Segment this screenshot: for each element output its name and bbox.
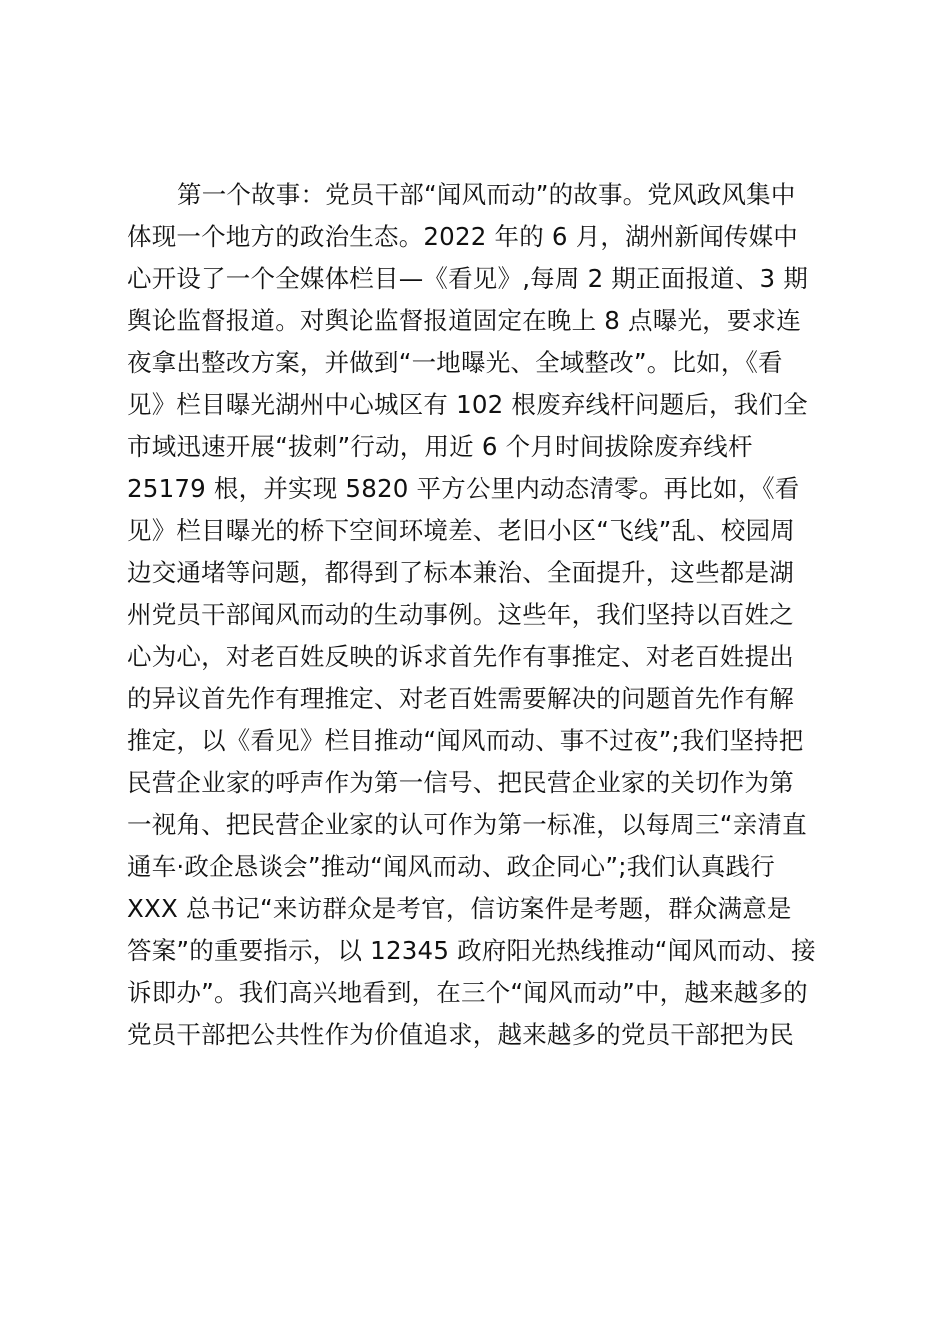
paragraph-line: 见》栏目曝光湖州中心城区有 102 根废弃线杆问题后，我们全 [127,390,808,419]
paragraph-line: 体现一个地方的政治生态。2022 年的 6 月，湖州新闻传媒中 [127,222,798,251]
paragraph-line: XXX 总书记“来访群众是考官，信访案件是考题，群众满意是 [127,894,792,923]
paragraph-line: 25179 根，并实现 5820 平方公里内动态清零。再比如，《看 [127,474,800,503]
paragraph-line: 见》栏目曝光的桥下空间环境差、老旧小区“飞线”乱、校园周 [127,516,795,545]
paragraph-line: 推定，以《看见》栏目推动“闻风而动、事不过夜”;我们坚持把 [127,726,804,755]
paragraph-line: 心为心，对老百姓反映的诉求首先作有事推定、对老百姓提出 [127,642,794,671]
paragraph-line: 边交通堵等问题，都得到了标本兼治、全面提升，这些都是湖 [127,558,794,587]
paragraph-line: 舆论监督报道。对舆论监督报道固定在晚上 8 点曝光，要求连 [127,306,801,335]
paragraph-line: 民营企业家的呼声作为第一信号、把民营企业家的关切作为第 [127,768,794,797]
paragraph-line: 第一个故事：党员干部“闻风而动”的故事。党风政风集中 [177,180,796,209]
paragraph-line: 州党员干部闻风而动的生动事例。这些年，我们坚持以百姓之 [127,600,794,629]
paragraph-line: 答案”的重要指示，以 12345 政府阳光热线推动“闻风而动、接 [127,936,816,965]
paragraph-line: 通车·政企恳谈会”推动“闻风而动、政企同心”;我们认真践行 [127,852,775,881]
paragraph-line: 诉即办”。我们高兴地看到，在三个“闻风而动”中，越来越多的 [127,978,808,1007]
body-paragraph [127,174,837,1056]
paragraph-line: 心开设了一个全媒体栏目—《看见》,每周 2 期正面报道、3 期 [127,264,809,293]
paragraph-line: 夜拿出整改方案，并做到“一地曝光、全域整改”。比如，《看 [127,348,783,377]
paragraph-line: 一视角、把民营企业家的认可作为第一标准，以每周三“亲清直 [127,810,807,839]
paragraph-line: 党员干部把公共性作为价值追求，越来越多的党员干部把为民 [127,1020,794,1049]
paragraph-line: 市域迅速开展“拔刺”行动，用近 6 个月时间拔除废弃线杆 [127,432,753,461]
paragraph-line: 的异议首先作有理推定、对老百姓需要解决的问题首先作有解 [127,684,794,713]
